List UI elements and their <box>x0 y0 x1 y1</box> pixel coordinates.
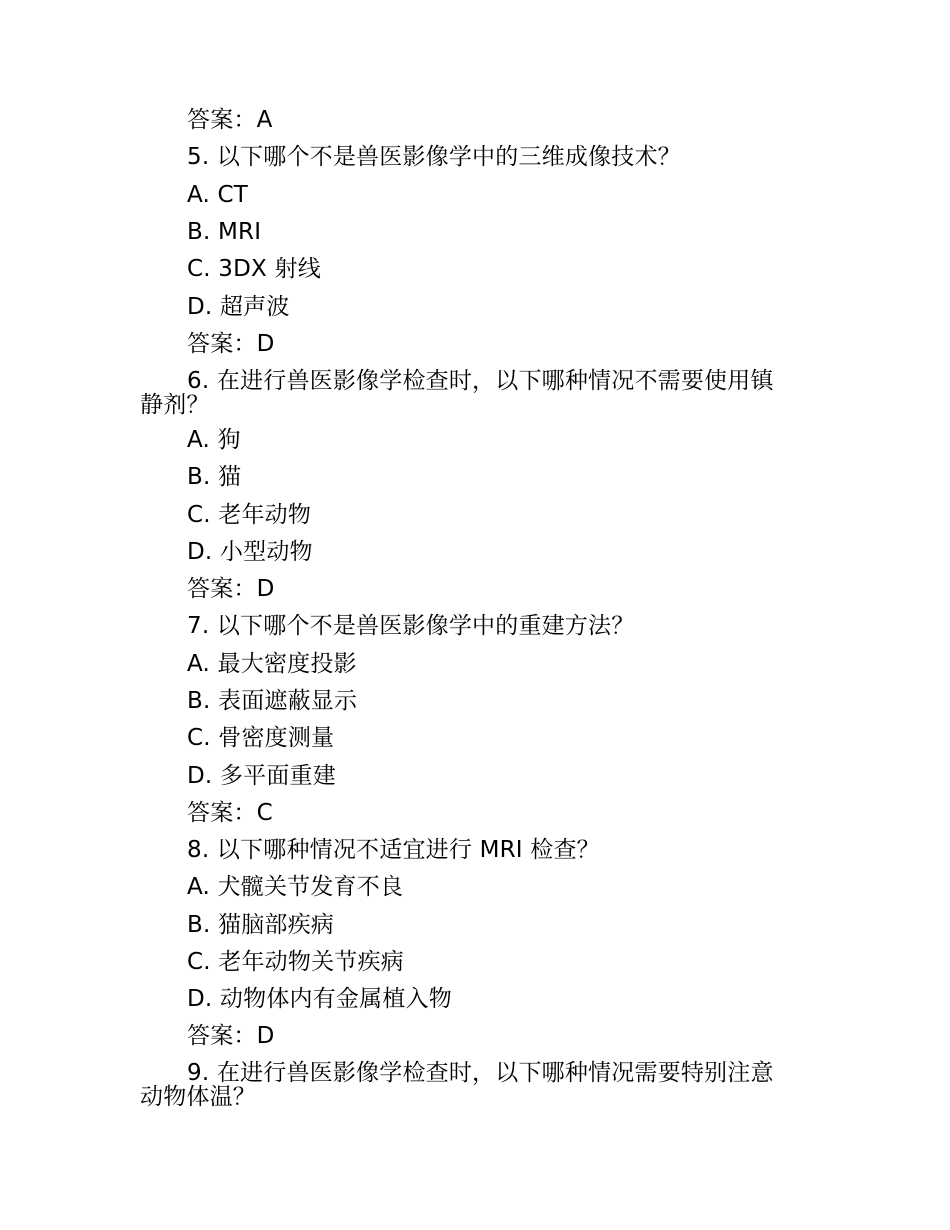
question-5-option-d: D. 超声波 <box>187 294 290 320</box>
question-5-option-a: A. CT <box>187 182 249 208</box>
question-7-option-b: B. 表面遮蔽显示 <box>187 688 358 714</box>
answer-4: 答案：A <box>187 107 273 133</box>
question-6-line-1: 6. 在进行兽医影像学检查时，以下哪种情况不需要使用镇 <box>187 368 774 394</box>
answer-7: 答案：C <box>187 800 273 826</box>
question-6-option-d: D. 小型动物 <box>187 539 313 565</box>
question-7-option-d: D. 多平面重建 <box>187 763 336 789</box>
question-8-option-d: D. 动物体内有金属植入物 <box>187 986 452 1012</box>
question-7-option-c: C. 骨密度测量 <box>187 725 335 751</box>
answer-6: 答案：D <box>187 576 275 602</box>
question-8: 8. 以下哪种情况不适宜进行 MRI 检查？ <box>187 837 600 863</box>
question-5-option-b: B. MRI <box>187 219 262 245</box>
question-5-option-c: C. 3DX 射线 <box>187 256 321 282</box>
question-8-option-c: C. 老年动物关节疾病 <box>187 949 404 975</box>
question-9 <box>140 1060 774 1110</box>
answer-8: 答案：D <box>187 1023 275 1049</box>
question-6 <box>140 368 774 418</box>
question-6-line-2: 静剂？ <box>140 392 210 418</box>
answer-5: 答案：D <box>187 331 275 357</box>
question-8-option-a: A. 犬髋关节发育不良 <box>187 874 404 900</box>
question-5: 5. 以下哪个不是兽医影像学中的三维成像技术？ <box>187 144 681 170</box>
question-7-option-a: A. 最大密度投影 <box>187 651 357 677</box>
question-9-line-2: 动物体温？ <box>140 1084 256 1110</box>
question-6-option-c: C. 老年动物 <box>187 502 312 528</box>
question-6-option-a: A. 狗 <box>187 427 241 453</box>
question-7: 7. 以下哪个不是兽医影像学中的重建方法？ <box>187 613 635 639</box>
question-9-line-1: 9. 在进行兽医影像学检查时，以下哪种情况需要特别注意 <box>187 1060 774 1086</box>
question-8-option-b: B. 猫脑部疾病 <box>187 912 335 938</box>
question-6-option-b: B. 猫 <box>187 464 242 490</box>
